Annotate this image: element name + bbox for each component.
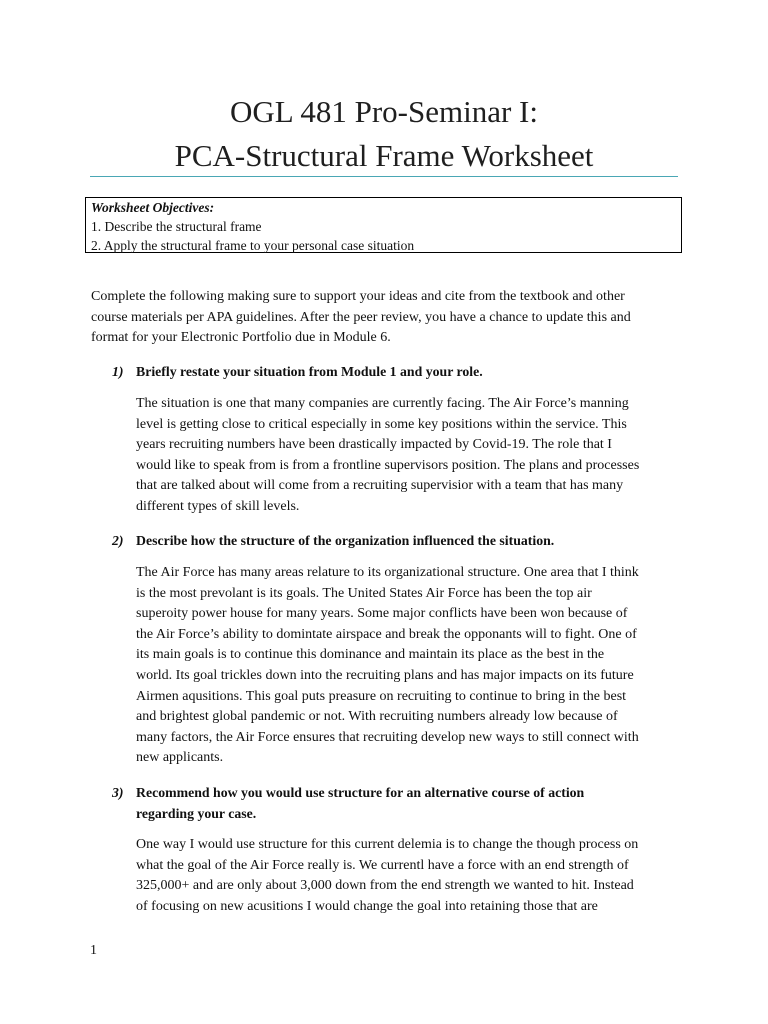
answer-line: 325,000+ and are only about 3,000 down from the end strength we wanted to hit. Instead: [136, 878, 634, 894]
answer-line: The situation is one that many companies are currently facing. The Air Force’s manning: [136, 396, 629, 411]
answer-line: would like to speak from is from a frontline supervisors position. The plans and processes: [136, 457, 640, 473]
question-2: [112, 530, 672, 551]
answer-line: The Air Force has many areas relature to its organizational structure. One area that I think: [136, 565, 639, 580]
objective-item: 1. Describe the structural frame: [91, 219, 262, 234]
answer-line: of focusing on new acusitions I would change the goal into retaining those that are: [136, 898, 598, 914]
intro-line: Complete the following making sure to support your ideas and cite from the textbook and other: [91, 289, 625, 304]
answer-line: and brightest global pandemic or not. With recruiting numbers already low because of: [136, 709, 618, 725]
question-1: [112, 361, 672, 382]
question-text-line: Recommend how you would use structure for an alternative course of action: [136, 785, 585, 800]
answer-1: [136, 394, 696, 518]
answer-line: different types of skill levels.: [136, 498, 300, 514]
document-title-line-1: OGL 481 Pro-Seminar I:: [230, 94, 538, 129]
answer-line: superoity power house for many years. Some major conflicts have been won because of: [136, 606, 628, 622]
question-number: 2): [112, 533, 124, 548]
answer-line: One way I would use structure for this current delemia is to change the though process on: [136, 837, 639, 852]
answer-line: many factors, the Air Force ensures that recruiting develop new ways to still connect with: [136, 729, 639, 745]
title-divider: [90, 176, 678, 177]
objective-item: 2. Apply the structural frame to your personal case situation: [91, 238, 415, 253]
question-text-line: regarding your case.: [136, 806, 257, 821]
answer-line: its main goals is to continue this dominance and maintain its place as the best in the: [136, 647, 605, 663]
document-title-line-2: PCA-Structural Frame Worksheet: [174, 138, 594, 173]
answer-line: world. Its goal trickles down into the recruiting plans and has major impacts on its future: [136, 667, 634, 683]
intro-paragraph: [91, 287, 691, 349]
objectives-heading: Worksheet Objectives:: [91, 200, 215, 215]
answer-line: that are talked about will come from a recruiting supervisior with a team that has many: [136, 478, 624, 494]
answer-line: level is getting close to critical especially in some key positions within the service. This: [136, 416, 627, 432]
answer-line: what the goal of the Air Force really is. We currentl have a force with an end strength of: [136, 857, 629, 873]
answer-2: [136, 563, 696, 769]
question-3: [112, 782, 672, 824]
answer-3: [136, 835, 696, 917]
answer-line: is the most prevolant is its goals. The United States Air Force has been the top air: [136, 585, 592, 601]
intro-line: format for your Electronic Portfolio due in Module 6.: [91, 330, 391, 345]
question-number: 1): [112, 364, 124, 379]
answer-line: new applicants.: [136, 750, 224, 766]
question-text: Briefly restate your situation from Module 1 and your role.: [136, 364, 483, 379]
page-number: 1: [90, 943, 97, 958]
answer-line: the Air Force’s ability to domintate airspace and break the opponants will to fight. One of: [136, 626, 637, 642]
question-number: 3): [112, 785, 124, 800]
question-text: Describe how the structure of the organization influenced the situation.: [136, 533, 555, 548]
objectives-box: [85, 197, 682, 253]
answer-line: years recruiting numbers have been drastically impacted by Covid-19. The role that I: [136, 437, 612, 453]
intro-line: course materials per APA guidelines. After the peer review, you have a chance to update this and: [91, 309, 631, 325]
answer-line: Airmen aqusitions. This goal puts preasure on recruiting to continue to bring in the best: [136, 688, 627, 704]
